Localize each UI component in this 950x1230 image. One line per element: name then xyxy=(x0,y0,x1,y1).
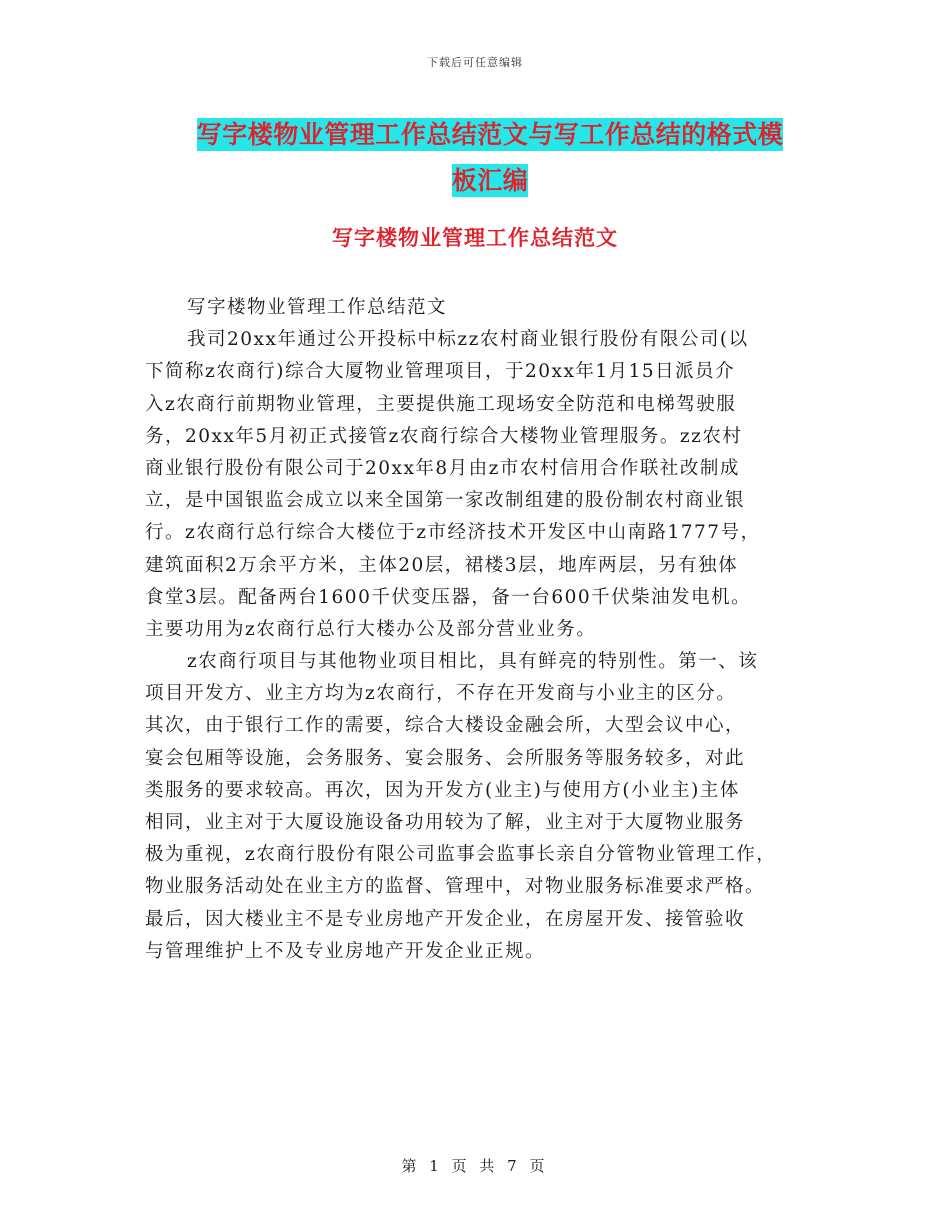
section-title: 写字楼物业管理工作总结范文 xyxy=(332,225,618,250)
document-title-line-1: 写字楼物业管理工作总结范文与写工作总结的格式模 xyxy=(196,120,784,149)
body-line: 食堂3层。配备两台1600千伏变压器，备一台600千伏柴油发电机。 xyxy=(145,586,752,608)
body-line: 其次，由于银行工作的需要，综合大楼设金融会所，大型会议中心， xyxy=(145,715,746,737)
body-text xyxy=(145,292,815,968)
body-line: 项目开发方、业主方均为z农商行，不存在开发商与小业主的区分。 xyxy=(145,683,737,705)
body-line: 极为重视，z农商行股份有限公司监事会监事长亲自分管物业管理工作， xyxy=(145,844,777,866)
header-note: 下载后可任意编辑 xyxy=(427,56,523,69)
body-line: 行。z农商行总行综合大楼位于z市经济技术开发区中山南路1777号， xyxy=(145,522,761,544)
body-line: 最后，因大楼业主不是专业房地产开发企业，在房屋开发、接管验收 xyxy=(145,908,746,930)
page-footer: 第 1 页 共 7 页 xyxy=(401,1157,549,1175)
body-line: 与管理维护上不及专业房地产开发企业正规。 xyxy=(145,940,546,962)
body-line: 入z农商行前期物业管理，主要提供施工现场安全防范和电梯驾驶服 xyxy=(145,393,737,415)
body-line: 务，20xx年5月初正式接管z农商行综合大楼物业管理服务。zz农村 xyxy=(145,425,743,447)
body-line: 宴会包厢等设施，会务服务、宴会服务、会所服务等服务较多，对此 xyxy=(145,747,746,769)
body-line: 下简称z农商行)综合大厦物业管理项目，于20xx年1月15日派员介 xyxy=(145,361,736,383)
body-line: 写字楼物业管理工作总结范文 xyxy=(187,297,448,318)
body-line: 主要功用为z农商行总行大楼办公及部分营业业务。 xyxy=(145,618,597,640)
body-line: 相同，业主对于大厦设施设备功用较为了解，业主对于大厦物业服务 xyxy=(145,812,746,833)
document-title-line-2: 板汇编 xyxy=(451,166,529,195)
body-line: 建筑面积2万余平方米，主体20层，裙楼3层，地库两层，另有独体 xyxy=(145,554,739,576)
body-line: 物业服务活动处在业主方的监督、管理中，对物业服务标准要求严格。 xyxy=(145,876,766,898)
document-title xyxy=(160,112,820,204)
body-line: 我司20xx年通过公开投标中标zz农村商业银行股份有限公司(以 xyxy=(187,329,749,351)
body-line: 类服务的要求较高。再次，因为开发方(业主)与使用方(小业主)主体 xyxy=(145,779,740,801)
body-line: 立，是中国银监会成立以来全国第一家改制组建的股份制农村商业银 xyxy=(145,490,746,512)
body-line: 商业银行股份有限公司于20xx年8月由z市农村信用合作联社改制成 xyxy=(145,457,740,479)
body-line: z农商行项目与其他物业项目相比，具有鲜亮的特别性。第一、该 xyxy=(187,651,759,673)
